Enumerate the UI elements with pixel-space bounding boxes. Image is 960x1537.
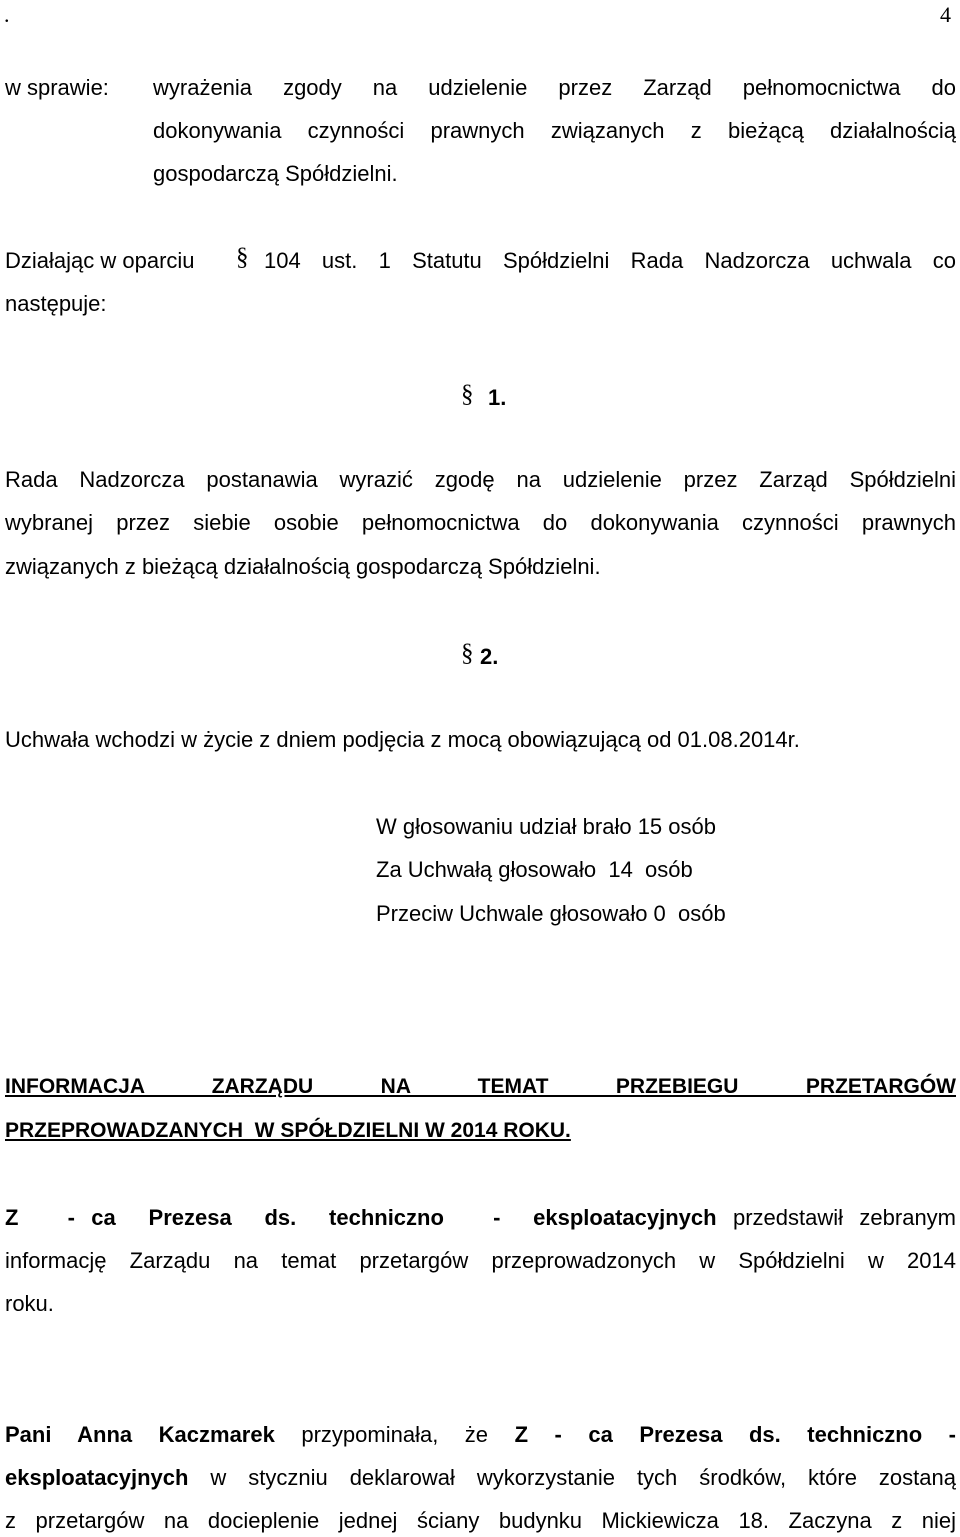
last-para-line-1-text: przypominała, że [301, 1422, 489, 1447]
section-sign: § [236, 244, 249, 271]
info-para-speaker: Z - ca Prezesa ds. techniczno - eksploatacyjnych [5, 1205, 717, 1230]
section-1-line-3: związanych z bieżącą działalnością gospodarczą Spółdzielni. [5, 554, 601, 579]
subject-line-2: dokonywania czynności prawnych związanych z bieżącą działalnością [153, 118, 956, 143]
last-para-line-2-bold: eksploatacyjnych [5, 1465, 189, 1490]
subject-line-3: gospodarczą Spółdzielni. [153, 161, 398, 186]
subject-line-1: wyrażenia zgody na udzielenie przez Zarząd pełnomocnictwa do [153, 75, 956, 100]
section-2-sign: § [461, 640, 474, 667]
section-2-text: Uchwała wchodzi w życie z dniem podjęcia z mocą obowiązującą od 01.08.2014r. [5, 727, 800, 752]
intro-text-rest: 104 ust. 1 Statutu Spółdzielni Rada Nadzorcza uchwala co [264, 248, 956, 273]
info-para-line-1-rest: przedstawił zebranym [732, 1205, 957, 1230]
page-number: 4 [940, 2, 951, 27]
header-dot: . [4, 2, 10, 27]
heading-line-1: INFORMACJA ZARZĄDU NA TEMAT PRZEBIEGU PRZETARGÓW [5, 1075, 956, 1098]
last-para-line-1-bold: Z - ca Prezesa ds. techniczno - [514, 1422, 957, 1447]
info-para-line-1 [5, 1204, 956, 1232]
last-para-line-1 [5, 1421, 956, 1449]
vote-for: Za Uchwałą głosowało 14 osób [376, 857, 693, 882]
info-para-line-2: informację Zarządu na temat przetargów przeprowadzonych w Spółdzielni w 2014 [5, 1248, 956, 1273]
section-2-number: 2. [480, 644, 499, 669]
info-para-line-3: roku. [5, 1291, 54, 1316]
vote-against: Przeciw Uchwale głosowało 0 osób [376, 901, 726, 926]
last-para-speaker: Pani Anna Kaczmarek [5, 1422, 275, 1447]
section-1-line-2: wybranej przez siebie osobie pełnomocnictwa do dokonywania czynności prawnych [5, 510, 956, 535]
intro-line-2: następuje: [5, 291, 107, 316]
section-1-number: 1. [488, 385, 507, 410]
last-para-line-2-text: w styczniu deklarował wykorzystanie tych środków, które zostaną [210, 1465, 956, 1490]
section-1-line-1: Rada Nadzorcza postanawia wyrazić zgodę na udzielenie przez Zarząd Spółdzielni [5, 467, 956, 492]
heading-line-2: PRZEPROWADZANYCH W SPÓŁDZIELNI W 2014 ROKU. [5, 1119, 571, 1142]
vote-participated: W głosowaniu udział brało 15 osób [376, 814, 716, 839]
subject-label: w sprawie: [5, 75, 109, 100]
last-para-line-2 [5, 1464, 956, 1492]
last-para-line-3: z przetargów na docieplenie jednej ściany budynku Mickiewicza 18. Zaczyna z niej [5, 1508, 956, 1533]
section-1-sign: § [461, 381, 474, 408]
intro-text-start: Działając w oparciu [5, 248, 195, 273]
